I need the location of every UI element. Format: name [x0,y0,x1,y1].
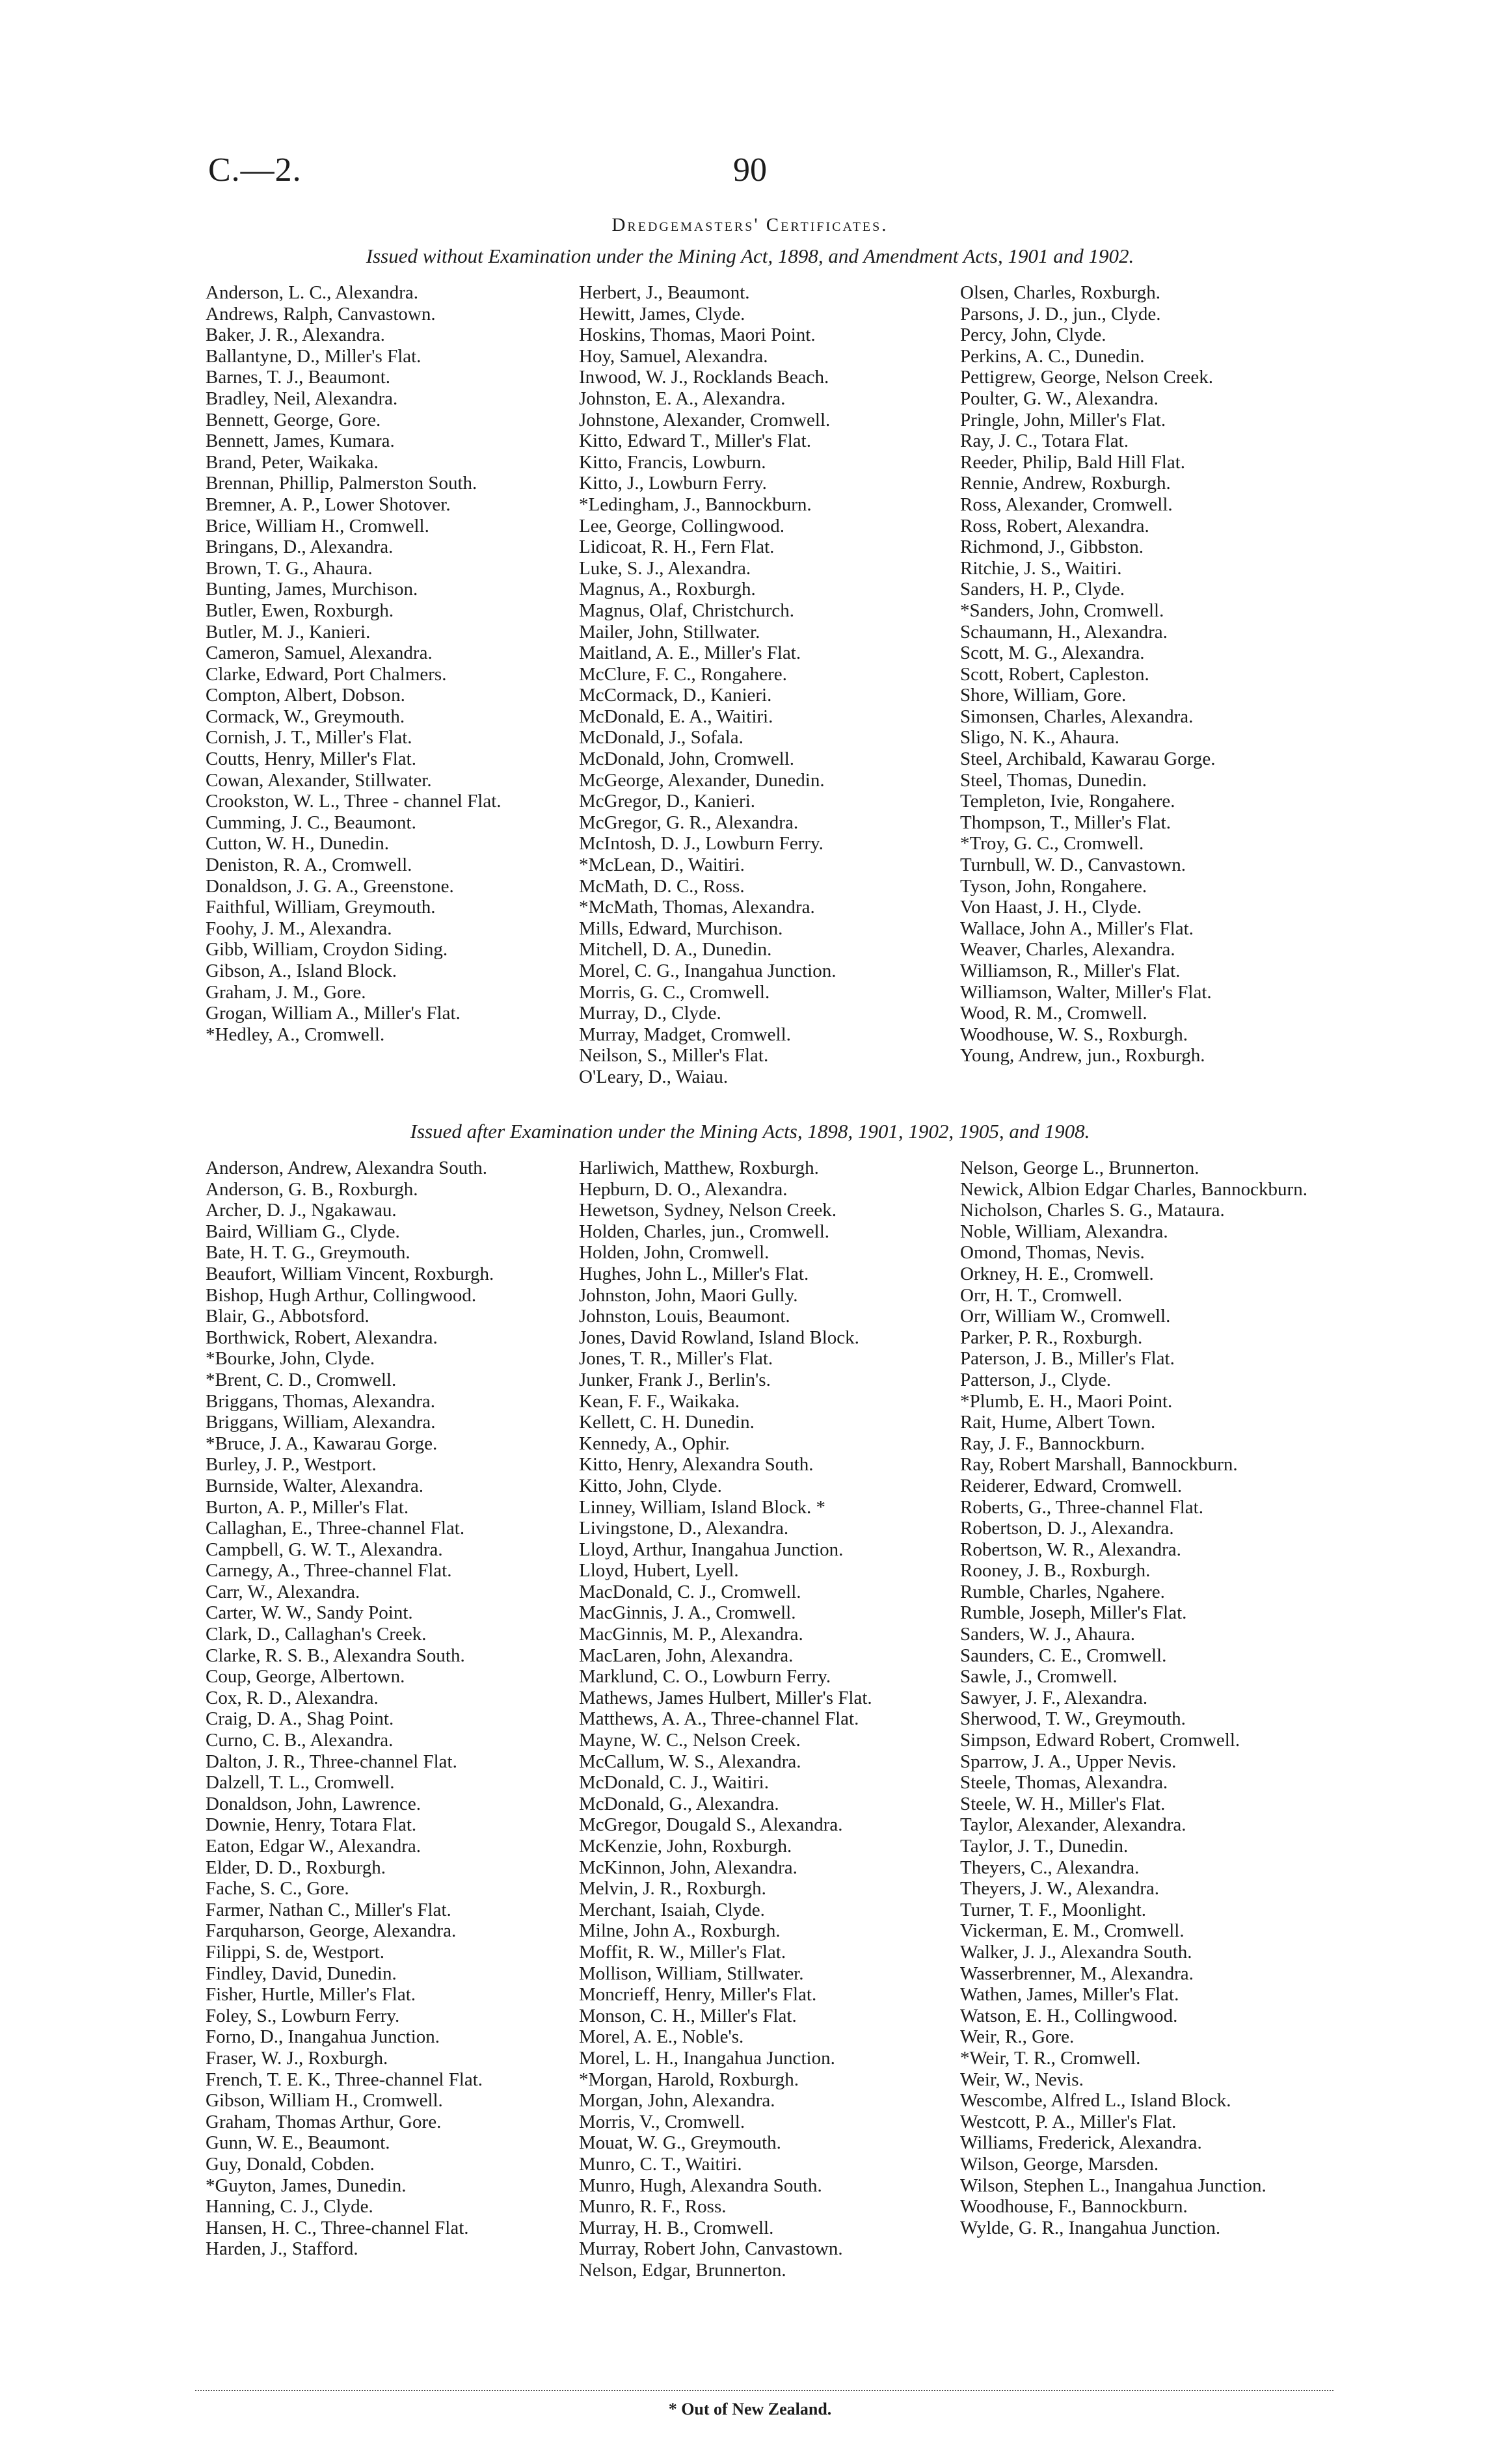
certificate-holder-entry: Reeder, Philip, Bald Hill Flat. [960,451,1186,473]
certificate-holder-entry: Fraser, W. J., Roxburgh. [206,2047,388,2069]
certificate-holder-entry: Burton, A. P., Miller's Flat. [206,1496,409,1518]
certificate-holder-entry: Farmer, Nathan C., Miller's Flat. [206,1899,451,1920]
certificate-holder-entry: Omond, Thomas, Nevis. [960,1242,1145,1264]
certificate-holder-entry: Lee, George, Collingwood. [579,515,784,537]
certificate-holder-entry: *Weir, T. R., Cromwell. [960,2047,1141,2069]
certificate-holder-entry: Theyers, C., Alexandra. [960,1857,1140,1878]
certificate-holder-entry: Young, Andrew, jun., Roxburgh. [960,1045,1205,1066]
certificate-holder-entry: Ross, Alexander, Cromwell. [960,494,1173,515]
certificate-holder-entry: Carter, W. W., Sandy Point. [206,1602,413,1624]
certificate-holder-entry: Ritchie, J. S., Waitiri. [960,557,1122,579]
certificate-holder-entry: Neilson, S., Miller's Flat. [579,1045,769,1066]
certificate-holder-entry: Gibb, William, Croydon Siding. [206,939,448,960]
certificate-holder-entry: Sherwood, T. W., Greymouth. [960,1708,1186,1730]
certificate-holder-entry: McDonald, G., Alexandra. [579,1793,779,1814]
certificate-holder-entry: Linney, William, Island Block. * [579,1496,825,1518]
certificate-holder-entry: Merchant, Isaiah, Clyde. [579,1899,765,1920]
certificate-holder-entry: Saunders, C. E., Cromwell. [960,1645,1167,1666]
certificate-holder-entry: Matthews, A. A., Three-channel Flat. [579,1708,859,1730]
certificate-holder-entry: Clarke, R. S. B., Alexandra South. [206,1645,465,1666]
certificate-holder-entry: McGregor, D., Kanieri. [579,791,756,812]
certificate-holder-entry: MacGinnis, M. P., Alexandra. [579,1624,803,1645]
certificate-holder-entry: Kitto, Henry, Alexandra South. [579,1454,814,1476]
certificate-holder-entry: Baker, J. R., Alexandra. [206,325,385,346]
certificate-holder-entry: Guy, Donald, Cobden. [206,2153,375,2175]
certificate-holder-entry: Sanders, W. J., Ahaura. [960,1624,1136,1645]
certificate-holder-entry: Harliwich, Matthew, Roxburgh. [579,1158,819,1178]
certificate-holder-entry: Carnegy, A., Three-channel Flat. [206,1560,452,1582]
certificate-holder-entry: Kellett, C. H. Dunedin. [579,1412,755,1433]
certificate-holder-entry: *Ledingham, J., Bannockburn. [579,494,812,515]
certificate-holder-entry: Ballantyne, D., Miller's Flat. [206,345,422,367]
certificate-holder-entry: Scott, M. G., Alexandra. [960,642,1145,664]
certificate-holder-entry: Bennett, George, Gore. [206,409,381,431]
certificate-holder-entry: Filippi, S. de, Westport. [206,1941,385,1963]
certificate-holder-entry: Morris, V., Cromwell. [579,2111,745,2132]
certificate-holder-entry: Briggans, William, Alexandra. [206,1412,436,1433]
certificate-holder-entry: Woodhouse, W. S., Roxburgh. [960,1024,1188,1045]
certificate-holder-entry: Herbert, J., Beaumont. [579,282,750,303]
certificate-holder-entry: Weir, W., Nevis. [960,2069,1084,2090]
certificate-holder-entry: Bradley, Neil, Alexandra. [206,388,398,409]
certificate-holder-entry: Morel, C. G., Inangahua Junction. [579,960,837,981]
certificate-holder-entry: O'Leary, D., Waiau. [579,1066,729,1087]
certificate-holder-entry: Junker, Frank J., Berlin's. [579,1369,771,1390]
certificate-holder-entry: Von Haast, J. H., Clyde. [960,897,1142,918]
certificate-holder-entry: Moffit, R. W., Miller's Flat. [579,1941,786,1963]
certificate-holder-entry: Rumble, Joseph, Miller's Flat. [960,1602,1187,1624]
certificate-holder-entry: MacLaren, John, Alexandra. [579,1645,794,1666]
certificate-holder-entry: MacGinnis, J. A., Cromwell. [579,1602,796,1624]
certificate-holder-entry: McDonald, C. J., Waitiri. [579,1772,769,1794]
certificate-holder-entry: Forno, D., Inangahua Junction. [206,2026,440,2048]
certificate-holder-entry: Anderson, G. B., Roxburgh. [206,1178,418,1200]
certificate-holder-entry: *Bourke, John, Clyde. [206,1348,375,1370]
certificate-holder-entry: Mills, Edward, Murchison. [579,918,783,939]
certificate-holder-entry: Fisher, Hurtle, Miller's Flat. [206,1984,416,2006]
certificate-holder-entry: Livingstone, D., Alexandra. [579,1518,789,1539]
certificate-holder-entry: Crookston, W. L., Three - channel Flat. [206,791,502,812]
certificate-holder-entry: *McLean, D., Waitiri. [579,854,745,876]
certificate-holder-entry: Elder, D. D., Roxburgh. [206,1857,386,1878]
certificate-holder-entry: Morel, A. E., Noble's. [579,2026,744,2048]
certificate-holder-entry: Bate, H. T. G., Greymouth. [206,1242,410,1264]
certificate-holder-entry: Simonsen, Charles, Alexandra. [960,706,1194,727]
certificate-holder-entry: Findley, David, Dunedin. [206,1963,397,1984]
certificate-holder-entry: *Brent, C. D., Cromwell. [206,1369,397,1390]
certificate-holder-entry: McKenzie, John, Roxburgh. [579,1836,792,1857]
certificate-holder-entry: Parsons, J. D., jun., Clyde. [960,303,1161,325]
certificate-holder-entry: McIntosh, D. J., Lowburn Ferry. [579,833,824,854]
certificate-holder-entry: Marklund, C. O., Lowburn Ferry. [579,1666,831,1688]
certificate-holder-entry: Wathen, James, Miller's Flat. [960,1984,1179,2006]
certificate-holder-entry: Carr, W., Alexandra. [206,1581,360,1602]
certificate-holder-entry: Deniston, R. A., Cromwell. [206,854,412,876]
certificate-holder-entry: Barnes, T. J., Beaumont. [206,367,391,388]
certificate-holder-entry: Wood, R. M., Cromwell. [960,1003,1147,1024]
certificate-holder-entry: Murray, H. B., Cromwell. [579,2217,774,2238]
certificate-holder-entry: Sawle, J., Cromwell. [960,1666,1118,1688]
footnote: * Out of New Zealand. [668,2400,832,2418]
certificate-holder-entry: Perkins, A. C., Dunedin. [960,345,1145,367]
certificate-holder-entry: Pringle, John, Miller's Flat. [960,409,1166,431]
certificate-holder-entry: McGeorge, Alexander, Dunedin. [579,769,825,791]
certificate-holder-entry: Turnbull, W. D., Canvastown. [960,854,1186,876]
certificate-holder-entry: Butler, M. J., Kanieri. [206,621,371,642]
certificate-holder-entry: Curno, C. B., Alexandra. [206,1730,394,1751]
certificate-holder-entry: Poulter, G. W., Alexandra. [960,388,1158,409]
certificate-holder-entry: Foley, S., Lowburn Ferry. [206,2005,400,2026]
certificate-holder-entry: Noble, William, Alexandra. [960,1221,1168,1242]
certificate-holder-entry: Shore, William, Gore. [960,685,1127,706]
certificate-holder-entry: Watson, E. H., Collingwood. [960,2005,1178,2026]
certificate-holder-entry: Milne, John A., Roxburgh. [579,1920,781,1942]
subtitle-after-examination: Issued after Examination under the Mining Acts, 1898, 1901, 1902, 1905, and 1908. [410,1120,1090,1143]
certificate-holder-entry: Scott, Robert, Capleston. [960,663,1149,685]
certificate-holder-entry: Campbell, G. W. T., Alexandra. [206,1539,443,1560]
certificate-holder-entry: Callaghan, E., Three-channel Flat. [206,1518,465,1539]
certificate-holder-entry: Newick, Albion Edgar Charles, Bannockburn. [960,1178,1307,1200]
certificate-holder-entry: Johnston, John, Maori Gully. [579,1284,798,1306]
certificate-holder-entry: Cowan, Alexander, Stillwater. [206,769,432,791]
certificate-holder-entry: Gibson, William H., Cromwell. [206,2090,443,2112]
certificate-holder-entry: Compton, Albert, Dobson. [206,685,405,706]
certificate-holder-entry: Tyson, John, Rongahere. [960,875,1147,897]
certificate-holder-entry: Walker, J. J., Alexandra South. [960,1941,1192,1963]
certificate-holder-entry: Cutton, W. H., Dunedin. [206,833,389,854]
certificate-holder-entry: Hewetson, Sydney, Nelson Creek. [579,1200,837,1221]
certificate-holder-entry: Clark, D., Callaghan's Creek. [206,1624,427,1645]
certificate-holder-entry: Maitland, A. E., Miller's Flat. [579,642,801,664]
certificate-holder-entry: Hughes, John L., Miller's Flat. [579,1263,809,1284]
certificate-holder-entry: Murray, Robert John, Canvastown. [579,2238,843,2260]
certificate-holder-entry: *McMath, Thomas, Alexandra. [579,897,815,918]
certificate-holder-entry: Wylde, G. R., Inangahua Junction. [960,2217,1221,2238]
certificate-holder-entry: Bunting, James, Murchison. [206,579,418,600]
footnote-divider [195,2390,1333,2391]
certificate-holder-entry: Ray, Robert Marshall, Bannockburn. [960,1454,1238,1476]
certificate-holder-entry: Rait, Hume, Albert Town. [960,1412,1156,1433]
certificate-holder-entry: Orr, H. T., Cromwell. [960,1284,1123,1306]
certificate-holder-entry: Inwood, W. J., Rocklands Beach. [579,367,829,388]
certificate-holder-entry: Woodhouse, F., Bannockburn. [960,2196,1188,2218]
certificate-holder-entry: Westcott, P. A., Miller's Flat. [960,2111,1177,2132]
certificate-holder-entry: Richmond, J., Gibbston. [960,537,1144,558]
certificate-holder-entry: Theyers, J. W., Alexandra. [960,1878,1160,1900]
certificate-holder-entry: Holden, John, Cromwell. [579,1242,770,1264]
certificate-holder-entry: McGregor, Dougald S., Alexandra. [579,1814,843,1836]
certificate-holder-entry: Taylor, J. T., Dunedin. [960,1836,1129,1857]
certificate-holder-entry: Nelson, Edgar, Brunnerton. [579,2259,786,2281]
certificate-holder-entry: Brand, Peter, Waikaka. [206,451,379,473]
certificate-holder-entry: *Hedley, A., Cromwell. [206,1024,385,1045]
certificate-holder-entry: Blair, G., Abbotsford. [206,1306,369,1327]
certificate-holder-entry: McDonald, E. A., Waitiri. [579,706,773,727]
certificate-holder-entry: Steele, Thomas, Alexandra. [960,1772,1168,1794]
without-exam-column-1 [206,282,574,1045]
certificate-holder-entry: Brown, T. G., Ahaura. [206,557,373,579]
certificate-holder-entry: Simpson, Edward Robert, Cromwell. [960,1730,1240,1751]
certificate-holder-entry: Luke, S. J., Alexandra. [579,557,751,579]
certificate-holder-entry: Johnston, E. A., Alexandra. [579,388,786,409]
certificate-holder-entry: Dalton, J. R., Three-channel Flat. [206,1751,457,1772]
certificate-holder-entry: Morris, G. C., Cromwell. [579,981,770,1003]
certificate-holder-entry: Donaldson, John, Lawrence. [206,1793,421,1814]
certificate-holder-entry: Williamson, R., Miller's Flat. [960,960,1181,981]
certificate-holder-entry: Hanning, C. J., Clyde. [206,2196,373,2218]
certificate-holder-entry: Wallace, John A., Miller's Flat. [960,918,1194,939]
section-title: Dredgemasters' Certificates. [611,215,889,235]
after-exam-column-2 [579,1158,960,2281]
certificate-holder-entry: Johnston, Louis, Beaumont. [579,1306,790,1327]
certificate-holder-entry: Steele, W. H., Miller's Flat. [960,1793,1166,1814]
certificate-holder-entry: Mollison, William, Stillwater. [579,1963,804,1984]
certificate-holder-entry: French, T. E. K., Three-channel Flat. [206,2069,483,2090]
certificate-holder-entry: Bringans, D., Alexandra. [206,537,394,558]
certificate-holder-entry: Moncrieff, Henry, Miller's Flat. [579,1984,817,2006]
certificate-holder-entry: Ray, J. C., Totara Flat. [960,431,1129,452]
certificate-holder-entry: Cox, R. D., Alexandra. [206,1687,379,1708]
certificate-holder-entry: McGregor, G. R., Alexandra. [579,812,799,833]
certificate-holder-entry: Sparrow, J. A., Upper Nevis. [960,1751,1177,1772]
certificate-holder-entry: Wasserbrenner, M., Alexandra. [960,1963,1194,1984]
certificate-holder-entry: Dalzell, T. L., Cromwell. [206,1772,395,1794]
certificate-holder-entry: Ray, J. F., Bannockburn. [960,1433,1145,1454]
certificate-holder-entry: Cormack, W., Greymouth. [206,706,405,727]
certificate-holder-entry: Harden, J., Stafford. [206,2238,358,2260]
certificate-holder-entry: Sligo, N. K., Ahaura. [960,727,1119,748]
certificate-holder-entry: Hoy, Samuel, Alexandra. [579,345,768,367]
certificate-holder-entry: Weir, R., Gore. [960,2026,1075,2048]
certificate-holder-entry: Orkney, H. E., Cromwell. [960,1263,1154,1284]
certificate-holder-entry: MacDonald, C. J., Cromwell. [579,1581,801,1602]
certificate-holder-entry: Murray, Madget, Cromwell. [579,1024,791,1045]
certificate-holder-entry: Steel, Archibald, Kawarau Gorge. [960,748,1216,770]
certificate-holder-entry: Pettigrew, George, Nelson Creek. [960,367,1213,388]
certificate-holder-entry: Hewitt, James, Clyde. [579,303,745,325]
certificate-holder-entry: Foohy, J. M., Alexandra. [206,918,392,939]
certificate-holder-entry: *Bruce, J. A., Kawarau Gorge. [206,1433,438,1454]
certificate-holder-entry: Clarke, Edward, Port Chalmers. [206,663,447,685]
certificate-holder-entry: Beaufort, William Vincent, Roxburgh. [206,1263,494,1284]
certificate-holder-entry: Taylor, Alexander, Alexandra. [960,1814,1186,1836]
certificate-holder-entry: Kennedy, A., Ophir. [579,1433,730,1454]
certificate-holder-entry: Robertson, W. R., Alexandra. [960,1539,1181,1560]
certificate-holder-entry: *Morgan, Harold, Roxburgh. [579,2069,799,2090]
certificate-holder-entry: Hansen, H. C., Three-channel Flat. [206,2217,469,2238]
certificate-holder-entry: Munro, R. F., Ross. [579,2196,727,2218]
certificate-holder-entry: Morel, L. H., Inangahua Junction. [579,2047,835,2069]
without-exam-column-2 [579,282,960,1088]
certificate-holder-entry: Anderson, Andrew, Alexandra South. [206,1158,488,1178]
certificate-holder-entry: Turner, T. F., Moonlight. [960,1899,1147,1920]
certificate-holder-entry: Brennan, Phillip, Palmerston South. [206,473,477,494]
certificate-holder-entry: Orr, William W., Cromwell. [960,1306,1171,1327]
certificate-holder-entry: Patterson, J., Clyde. [960,1369,1111,1390]
certificate-holder-entry: Rennie, Andrew, Roxburgh. [960,473,1171,494]
certificate-holder-entry: Cornish, J. T., Miller's Flat. [206,727,412,748]
certificate-holder-entry: Graham, Thomas Arthur, Gore. [206,2111,442,2132]
certificate-holder-entry: Mitchell, D. A., Dunedin. [579,939,772,960]
certificate-holder-entry: McDonald, John, Cromwell. [579,748,795,770]
certificate-holder-entry: Kitto, Francis, Lowburn. [579,451,766,473]
certificate-holder-entry: Sanders, H. P., Clyde. [960,579,1125,600]
certificate-holder-entry: Nicholson, Charles S. G., Mataura. [960,1200,1225,1221]
after-exam-column-3 [960,1158,1350,2238]
certificate-holder-entry: Percy, John, Clyde. [960,325,1106,346]
certificate-holder-entry: Lloyd, Hubert, Lyell. [579,1560,739,1582]
certificate-holder-entry: Farquharson, George, Alexandra. [206,1920,457,1942]
certificate-holder-entry: Burley, J. P., Westport. [206,1454,377,1476]
certificate-holder-entry: Fache, S. C., Gore. [206,1878,349,1900]
certificate-holder-entry: Thompson, T., Miller's Flat. [960,812,1171,833]
certificate-holder-entry: *Guyton, James, Dunedin. [206,2175,407,2196]
certificate-holder-entry: Williamson, Walter, Miller's Flat. [960,981,1212,1003]
certificate-holder-entry: Andrews, Ralph, Canvastown. [206,303,436,325]
certificate-holder-entry: Hoskins, Thomas, Maori Point. [579,325,816,346]
certificate-holder-entry: McClure, F. C., Rongahere. [579,663,787,685]
certificate-holder-entry: Butler, Ewen, Roxburgh. [206,600,394,621]
without-exam-column-3 [960,282,1350,1066]
certificate-holder-entry: Bremner, A. P., Lower Shotover. [206,494,451,515]
certificate-holder-entry: McDonald, J., Sofala. [579,727,743,748]
after-exam-column-1 [206,1158,574,2260]
certificate-holder-entry: Grogan, William A., Miller's Flat. [206,1003,461,1024]
certificate-holder-entry: Wilson, George, Marsden. [960,2153,1159,2175]
certificate-holder-entry: McCormack, D., Kanieri. [579,685,772,706]
certificate-holder-entry: Cameron, Samuel, Alexandra. [206,642,433,664]
certificate-holder-entry: Craig, D. A., Shag Point. [206,1708,394,1730]
certificate-holder-entry: Weaver, Charles, Alexandra. [960,939,1175,960]
certificate-holder-entry: Mailer, John, Stillwater. [579,621,760,642]
certificate-holder-entry: Donaldson, J. G. A., Greenstone. [206,875,454,897]
certificate-holder-entry: Mayne, W. C., Nelson Creek. [579,1730,801,1751]
certificate-holder-entry: Lidicoat, R. H., Fern Flat. [579,537,775,558]
certificate-holder-entry: Templeton, Ivie, Rongahere. [960,791,1175,812]
certificate-holder-entry: Munro, Hugh, Alexandra South. [579,2175,822,2196]
certificate-holder-entry: Mathews, James Hulbert, Miller's Flat. [579,1687,872,1708]
certificate-holder-entry: Kitto, J., Lowburn Ferry. [579,473,767,494]
certificate-holder-entry: Graham, J. M., Gore. [206,981,366,1003]
certificate-holder-entry: McKinnon, John, Alexandra. [579,1857,797,1878]
certificate-holder-entry: Gunn, W. E., Beaumont. [206,2132,390,2154]
certificate-holder-entry: Bennett, James, Kumara. [206,431,395,452]
certificate-holder-entry: Downie, Henry, Totara Flat. [206,1814,417,1836]
certificate-holder-entry: Nelson, George L., Brunnerton. [960,1158,1199,1178]
certificate-holder-entry: Magnus, A., Roxburgh. [579,579,756,600]
certificate-holder-entry: McMath, D. C., Ross. [579,875,745,897]
certificate-holder-entry: Bishop, Hugh Arthur, Collingwood. [206,1284,477,1306]
certificate-holder-entry: Roberts, G., Three-channel Flat. [960,1496,1203,1518]
certificate-holder-entry: *Sanders, John, Cromwell. [960,600,1164,621]
certificate-holder-entry: Baird, William G., Clyde. [206,1221,400,1242]
certificate-holder-entry: Gibson, A., Island Block. [206,960,397,981]
certificate-holder-entry: Archer, D. J., Ngakawau. [206,1200,397,1221]
certificate-holder-entry: Jones, T. R., Miller's Flat. [579,1348,773,1370]
certificate-holder-entry: Schaumann, H., Alexandra. [960,621,1168,642]
certificate-holder-entry: Coup, George, Albertown. [206,1666,405,1688]
certificate-holder-entry: Briggans, Thomas, Alexandra. [206,1390,436,1412]
certificate-holder-entry: Cumming, J. C., Beaumont. [206,812,416,833]
certificate-holder-entry: Rooney, J. B., Roxburgh. [960,1560,1151,1582]
certificate-holder-entry: Olsen, Charles, Roxburgh. [960,282,1160,303]
certificate-holder-entry: Robertson, D. J., Alexandra. [960,1518,1174,1539]
certificate-holder-entry: Johnstone, Alexander, Cromwell. [579,409,831,431]
certificate-holder-entry: Hepburn, D. O., Alexandra. [579,1178,788,1200]
certificate-holder-entry: Murray, D., Clyde. [579,1003,721,1024]
certificate-holder-entry: Burnside, Walter, Alexandra. [206,1475,424,1496]
certificate-holder-entry: Steel, Thomas, Dunedin. [960,769,1147,791]
certificate-holder-entry: Paterson, J. B., Miller's Flat. [960,1348,1175,1370]
certificate-holder-entry: Kean, F. F., Waikaka. [579,1390,740,1412]
certificate-holder-entry: *Plumb, E. H., Maori Point. [960,1390,1173,1412]
certificate-holder-entry: Lloyd, Arthur, Inangahua Junction. [579,1539,844,1560]
certificate-holder-entry: Borthwick, Robert, Alexandra. [206,1327,438,1348]
report-reference: C.—2. [208,152,302,189]
certificate-holder-entry: Vickerman, E. M., Cromwell. [960,1920,1185,1942]
certificate-holder-entry: Melvin, J. R., Roxburgh. [579,1878,766,1900]
certificate-holder-entry: McCallum, W. S., Alexandra. [579,1751,801,1772]
certificate-holder-entry: Anderson, L. C., Alexandra. [206,282,418,303]
certificate-holder-entry: Monson, C. H., Miller's Flat. [579,2005,797,2026]
certificate-holder-entry: Wescombe, Alfred L., Island Block. [960,2090,1231,2112]
certificate-holder-entry: Mouat, W. G., Greymouth. [579,2132,781,2154]
certificate-holder-entry: Rumble, Charles, Ngahere. [960,1581,1165,1602]
certificate-holder-entry: Wilson, Stephen L., Inangahua Junction. [960,2175,1266,2196]
certificate-holder-entry: Sawyer, J. F., Alexandra. [960,1687,1148,1708]
certificate-holder-entry: Parker, P. R., Roxburgh. [960,1327,1143,1348]
certificate-holder-entry: Faithful, William, Greymouth. [206,897,436,918]
certificate-holder-entry: Williams, Frederick, Alexandra. [960,2132,1202,2154]
subtitle-without-examination: Issued without Examination under the Mining Act, 1898, and Amendment Acts, 1901 and 1902. [366,245,1134,267]
certificate-holder-entry: Coutts, Henry, Miller's Flat. [206,748,416,770]
certificate-holder-entry: Morgan, John, Alexandra. [579,2090,775,2112]
certificate-holder-entry: Ross, Robert, Alexandra. [960,515,1149,537]
certificate-holder-entry: *Troy, G. C., Cromwell. [960,833,1144,854]
certificate-holder-entry: Kitto, Edward T., Miller's Flat. [579,431,811,452]
certificate-holder-entry: Brice, William H., Cromwell. [206,515,429,537]
certificate-holder-entry: Eaton, Edgar W., Alexandra. [206,1836,421,1857]
certificate-holder-entry: Magnus, Olaf, Christchurch. [579,600,795,621]
certificate-holder-entry: Holden, Charles, jun., Cromwell. [579,1221,830,1242]
page-number: 90 [733,152,767,189]
certificate-holder-entry: Kitto, John, Clyde. [579,1475,722,1496]
certificate-holder-entry: Reiderer, Edward, Cromwell. [960,1475,1183,1496]
certificate-holder-entry: Munro, C. T., Waitiri. [579,2153,742,2175]
certificate-holder-entry: Jones, David Rowland, Island Block. [579,1327,859,1348]
